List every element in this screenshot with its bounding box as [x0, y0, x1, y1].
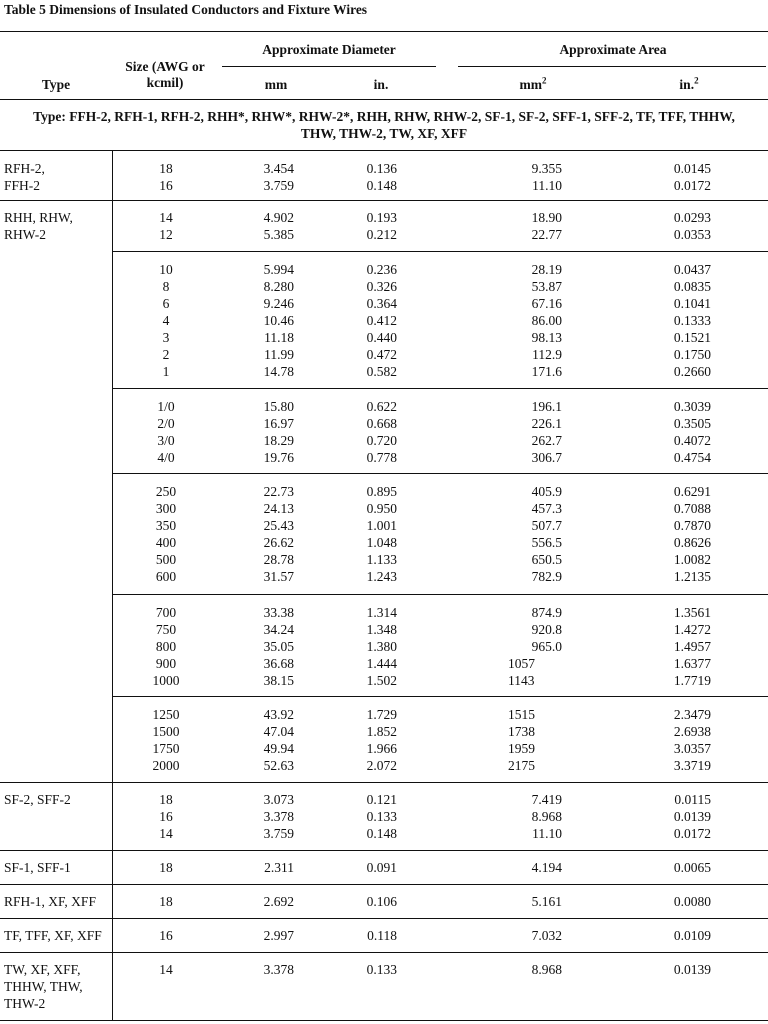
table-caption: Table 5 Dimensions of Insulated Conductors and Fixture Wires	[4, 2, 368, 17]
table-row	[0, 706, 768, 723]
size-cell: 800	[155, 639, 177, 654]
group-separator	[113, 388, 768, 389]
diameter-mm-cell: 14.78	[263, 364, 294, 379]
group-separator	[113, 473, 768, 474]
area-in2-cell: 0.7088	[673, 501, 711, 516]
area-in2-cell: 0.0293	[673, 210, 711, 225]
header-approx-diameter: Approximate Diameter	[262, 42, 396, 57]
area-mm2-cell: 874.9	[531, 605, 562, 620]
diameter-in-cell: 0.950	[366, 501, 397, 516]
type-cell: RFH-1, XF, XFF	[4, 894, 96, 909]
diameter-in-cell: 1.444	[366, 656, 397, 671]
table-row	[0, 757, 768, 774]
area-mm2-cell: 1738	[508, 724, 535, 739]
header-mm: mm	[264, 77, 288, 92]
table-row	[0, 551, 768, 568]
diameter-mm-cell: 3.378	[263, 962, 294, 977]
diameter-mm-cell: 19.76	[263, 450, 294, 465]
diameter-in-cell: 1.502	[366, 673, 397, 688]
diameter-in-cell: 0.412	[366, 313, 397, 328]
area-in2-cell: 2.6938	[673, 724, 711, 739]
area-mm2-cell: 262.7	[531, 433, 562, 448]
size-cell: 18	[159, 792, 173, 807]
table-row	[0, 500, 768, 517]
table-row	[0, 329, 768, 346]
diameter-in-cell: 2.072	[366, 758, 397, 773]
size-cell: 1/0	[157, 399, 175, 414]
table-row	[0, 312, 768, 329]
size-cell: 6	[162, 296, 170, 311]
diameter-mm-cell: 24.13	[263, 501, 294, 516]
table-row	[0, 534, 768, 551]
top-rule	[0, 31, 768, 32]
area-mm2-cell: 8.968	[531, 809, 562, 824]
size-cell: 750	[155, 622, 177, 637]
area-in2-cell: 3.3719	[673, 758, 711, 773]
size-cell: 1	[162, 364, 170, 379]
area-in2-cell: 0.0139	[673, 962, 711, 977]
area-in2-cell: 0.0139	[673, 809, 711, 824]
size-cell: 18	[159, 860, 173, 875]
area-mm2-cell: 1515	[508, 707, 535, 722]
diameter-in-cell: 0.236	[366, 262, 397, 277]
diameter-mm-cell: 5.994	[263, 262, 294, 277]
area-in2-cell: 1.7719	[673, 673, 711, 688]
size-cell: 300	[155, 501, 177, 516]
diameter-mm-cell: 49.94	[263, 741, 294, 756]
diameter-in-cell: 0.118	[367, 928, 397, 943]
diameter-mm-cell: 5.385	[263, 227, 294, 242]
area-mm2-cell: 7.419	[531, 792, 562, 807]
size-cell: 500	[155, 552, 177, 567]
area-mm2-cell: 507.7	[531, 518, 562, 533]
diameter-in-cell: 1.852	[366, 724, 397, 739]
type-cell: RHH, RHW, RHW-2	[4, 210, 73, 242]
area-mm2-cell: 2175	[508, 758, 535, 773]
diameter-mm-cell: 11.18	[264, 330, 294, 345]
diameter-mm-cell: 9.246	[263, 296, 294, 311]
diameter-mm-cell: 25.43	[263, 518, 294, 533]
table-row	[0, 791, 768, 808]
size-cell: 1000	[152, 673, 180, 688]
diameter-in-cell: 1.729	[366, 707, 397, 722]
diameter-mm-cell: 2.311	[264, 860, 294, 875]
diameter-mm-cell: 35.05	[263, 639, 294, 654]
size-cell: 2000	[152, 758, 180, 773]
size-cell: 1750	[152, 741, 180, 756]
section-bottom-rule	[0, 150, 768, 151]
size-cell: 18	[159, 161, 173, 176]
area-in2-cell: 2.3479	[673, 707, 711, 722]
type-cell: SF-2, SFF-2	[4, 792, 71, 807]
size-cell: 8	[162, 279, 170, 294]
size-cell: 2/0	[157, 416, 175, 431]
diameter-mm-cell: 4.902	[263, 210, 294, 225]
diameter-mm-cell: 2.997	[263, 928, 294, 943]
group-separator	[0, 850, 768, 851]
area-in2-cell: 0.4754	[673, 450, 711, 465]
diameter-in-cell: 0.121	[366, 792, 397, 807]
diameter-mm-cell: 3.454	[263, 161, 294, 176]
area-mm2-cell: 457.3	[531, 501, 562, 516]
header-size: Size (AWG or kcmil)	[125, 59, 205, 90]
area-mm2-cell: 1959	[508, 741, 535, 756]
diameter-mm-cell: 31.57	[263, 569, 294, 584]
header-type: Type	[41, 77, 71, 92]
area-mm2-cell: 98.13	[531, 330, 562, 345]
area-mm2-cell: 8.968	[531, 962, 562, 977]
area-in2-cell: 0.2660	[673, 364, 711, 379]
size-cell: 3	[162, 330, 170, 345]
area-in2-cell: 1.3561	[673, 605, 711, 620]
table-row	[0, 160, 768, 177]
area-mm2-cell: 782.9	[531, 569, 562, 584]
table-row	[0, 672, 768, 689]
diameter-in-cell: 1.001	[366, 518, 397, 533]
area-mm2-cell: 18.90	[531, 210, 562, 225]
area-in2-cell: 0.4072	[673, 433, 711, 448]
diameter-in-cell: 0.091	[366, 860, 397, 875]
table-row	[0, 398, 768, 415]
area-mm2-cell: 22.77	[531, 227, 562, 242]
size-cell: 16	[159, 178, 173, 193]
table-row	[0, 363, 768, 380]
area-mm2-cell: 7.032	[531, 928, 562, 943]
diameter-mm-cell: 28.78	[263, 552, 294, 567]
area-in2-cell: 0.0172	[673, 178, 711, 193]
area-mm2-cell: 112.9	[532, 347, 562, 362]
area-mm2-cell: 11.10	[532, 178, 562, 193]
size-cell: 350	[155, 518, 177, 533]
diameter-mm-cell: 3.378	[263, 809, 294, 824]
area-in2-cell: 0.0080	[673, 894, 711, 909]
table-row	[0, 723, 768, 740]
diameter-in-cell: 1.380	[366, 639, 397, 654]
table-row	[0, 638, 768, 655]
group-separator	[0, 952, 768, 953]
diameter-mm-cell: 3.073	[263, 792, 294, 807]
diameter-span-rule	[222, 66, 436, 67]
diameter-mm-cell: 16.97	[263, 416, 294, 431]
diameter-mm-cell: 10.46	[263, 313, 294, 328]
group-separator	[0, 1020, 768, 1021]
size-cell: 400	[155, 535, 177, 550]
area-mm2-cell: 171.6	[531, 364, 562, 379]
table-row	[0, 261, 768, 278]
area-mm2-cell: 11.10	[532, 826, 562, 841]
header-approx-area: Approximate Area	[559, 42, 667, 57]
diameter-in-cell: 0.720	[366, 433, 397, 448]
area-in2-cell: 1.4957	[673, 639, 711, 654]
area-mm2-cell: 1057	[508, 656, 535, 671]
type-cell: TW, XF, XFF, THHW, THW, THW-2	[4, 962, 83, 1011]
area-in2-cell: 0.0145	[673, 161, 711, 176]
table-row	[0, 740, 768, 757]
diameter-in-cell: 0.136	[366, 161, 397, 176]
diameter-in-cell: 0.364	[366, 296, 397, 311]
area-in2-cell: 0.1750	[673, 347, 711, 362]
area-mm2-cell: 86.00	[531, 313, 562, 328]
size-cell: 16	[159, 928, 173, 943]
area-mm2-cell: 920.8	[531, 622, 562, 637]
type-cell: TF, TFF, XF, XFF	[4, 928, 102, 943]
diameter-mm-cell: 15.80	[263, 399, 294, 414]
area-in2-cell: 1.4272	[673, 622, 711, 637]
table-row	[0, 927, 768, 944]
header-mm2: $mm^2$	[519, 75, 547, 92]
diameter-in-cell: 0.212	[366, 227, 397, 242]
size-cell: 1250	[152, 707, 180, 722]
diameter-mm-cell: 36.68	[263, 656, 294, 671]
diameter-in-cell: 0.622	[366, 399, 397, 414]
header-bottom-rule	[0, 99, 768, 100]
diameter-in-cell: 0.148	[366, 178, 397, 193]
group-separator	[113, 696, 768, 697]
diameter-mm-cell: 3.759	[263, 826, 294, 841]
area-in2-cell: 0.0353	[673, 227, 711, 242]
size-cell: 16	[159, 809, 173, 824]
diameter-in-cell: 0.582	[366, 364, 397, 379]
size-cell: 3/0	[157, 433, 175, 448]
area-in2-cell: 0.0437	[673, 262, 711, 277]
group-separator	[113, 594, 768, 595]
table-row	[0, 209, 768, 226]
diameter-in-cell: 1.348	[366, 622, 397, 637]
diameter-in-cell: 0.472	[366, 347, 397, 362]
group-separator	[0, 918, 768, 919]
area-in2-cell: 3.0357	[673, 741, 711, 756]
area-mm2-cell: 53.87	[531, 279, 562, 294]
size-cell: 700	[155, 605, 177, 620]
type-cell: RFH-2, FFH-2	[4, 161, 45, 193]
diameter-mm-cell: 18.29	[263, 433, 294, 448]
area-in2-cell: 0.8626	[673, 535, 711, 550]
area-mm2-cell: 28.19	[531, 262, 562, 277]
diameter-in-cell: 1.314	[366, 605, 397, 620]
area-in2-cell: 0.0065	[673, 860, 711, 875]
table-row	[0, 278, 768, 295]
diameter-in-cell: 0.895	[366, 484, 397, 499]
area-in2-cell: 0.1521	[673, 330, 711, 345]
diameter-mm-cell: 52.63	[263, 758, 294, 773]
group-separator	[113, 251, 768, 252]
area-in2-cell: 0.0172	[673, 826, 711, 841]
diameter-mm-cell: 22.73	[263, 484, 294, 499]
header-in2: in.$^2$	[679, 75, 699, 92]
table-row	[0, 177, 768, 194]
table-row	[0, 808, 768, 825]
area-in2-cell: 1.2135	[673, 569, 711, 584]
table-row	[0, 893, 768, 910]
size-cell: 4	[162, 313, 170, 328]
area-in2-cell: 0.1041	[673, 296, 711, 311]
diameter-in-cell: 1.048	[366, 535, 397, 550]
area-mm2-cell: 4.194	[531, 860, 562, 875]
area-in2-cell: 0.3505	[673, 416, 711, 431]
table-row	[0, 432, 768, 449]
diameter-in-cell: 1.133	[366, 552, 397, 567]
area-mm2-cell: 306.7	[531, 450, 562, 465]
table-row	[0, 961, 768, 978]
diameter-mm-cell: 34.24	[263, 622, 294, 637]
area-in2-cell: 0.0835	[673, 279, 711, 294]
area-mm2-cell: 556.5	[531, 535, 562, 550]
area-mm2-cell: 650.5	[531, 552, 562, 567]
area-in2-cell: 0.0115	[674, 792, 711, 807]
diameter-mm-cell: 8.280	[263, 279, 294, 294]
diameter-mm-cell: 2.692	[263, 894, 294, 909]
area-in2-cell: 0.1333	[673, 313, 711, 328]
size-cell: 14	[159, 962, 173, 977]
type-cell: SF-1, SFF-1	[4, 860, 71, 875]
size-cell: 14	[159, 826, 173, 841]
area-mm2-cell: 1143	[508, 673, 535, 688]
size-cell: 1500	[152, 724, 180, 739]
diameter-mm-cell: 33.38	[263, 605, 294, 620]
table-row	[0, 295, 768, 312]
table-row	[0, 517, 768, 534]
area-in2-cell: 1.6377	[673, 656, 711, 671]
size-cell: 600	[155, 569, 177, 584]
diameter-in-cell: 1.243	[366, 569, 397, 584]
diameter-in-cell: 0.778	[366, 450, 397, 465]
size-cell: 900	[155, 656, 177, 671]
table-row	[0, 655, 768, 672]
diameter-in-cell: 0.440	[366, 330, 397, 345]
size-cell: 2	[162, 347, 170, 362]
diameter-mm-cell: 3.759	[263, 178, 294, 193]
table-row	[0, 859, 768, 876]
area-in2-cell: 0.0109	[673, 928, 711, 943]
size-cell: 250	[155, 484, 177, 499]
area-in2-cell: 0.7870	[673, 518, 711, 533]
area-mm2-cell: 965.0	[531, 639, 562, 654]
area-mm2-cell: 226.1	[531, 416, 562, 431]
table-row	[0, 415, 768, 432]
diameter-mm-cell: 43.92	[263, 707, 294, 722]
table-row	[0, 621, 768, 638]
area-mm2-cell: 196.1	[531, 399, 562, 414]
size-cell: 4/0	[157, 450, 175, 465]
diameter-in-cell: 1.966	[366, 741, 397, 756]
table-row	[0, 449, 768, 466]
area-span-rule	[458, 66, 766, 67]
group-separator	[0, 782, 768, 783]
size-cell: 14	[159, 210, 173, 225]
table-row	[0, 568, 768, 585]
area-mm2-cell: 5.161	[531, 894, 562, 909]
diameter-in-cell: 0.106	[366, 894, 397, 909]
header-in: in.	[373, 77, 389, 92]
table-row	[0, 825, 768, 842]
size-cell: 12	[159, 227, 173, 242]
table-row	[0, 346, 768, 363]
area-mm2-cell: 67.16	[531, 296, 562, 311]
group-separator	[0, 884, 768, 885]
diameter-in-cell: 0.148	[366, 826, 397, 841]
diameter-mm-cell: 38.15	[263, 673, 294, 688]
diameter-mm-cell: 47.04	[263, 724, 294, 739]
area-mm2-cell: 9.355	[531, 161, 562, 176]
table-row	[0, 604, 768, 621]
diameter-in-cell: 0.668	[366, 416, 397, 431]
diameter-mm-cell: 26.62	[263, 535, 294, 550]
diameter-mm-cell: 11.99	[264, 347, 294, 362]
diameter-in-cell: 0.133	[366, 962, 397, 977]
table-row	[0, 483, 768, 500]
diameter-in-cell: 0.133	[366, 809, 397, 824]
section-header: Type: FFH-2, RFH-1, RFH-2, RHH*, RHW*, RHW-2*, RHH, RHW, RHW-2, SF-1, SF-2, SFF-1, SFF-2, TF, TFF, THHW, THW, THW-2, TW, XF, XFF	[33, 109, 735, 141]
area-in2-cell: 0.6291	[673, 484, 711, 499]
table-row	[0, 226, 768, 243]
area-in2-cell: 0.3039	[673, 399, 711, 414]
area-mm2-cell: 405.9	[531, 484, 562, 499]
diameter-in-cell: 0.193	[366, 210, 397, 225]
area-in2-cell: 1.0082	[673, 552, 711, 567]
size-cell: 10	[159, 262, 173, 277]
size-cell: 18	[159, 894, 173, 909]
diameter-in-cell: 0.326	[366, 279, 397, 294]
group-separator	[0, 200, 768, 201]
